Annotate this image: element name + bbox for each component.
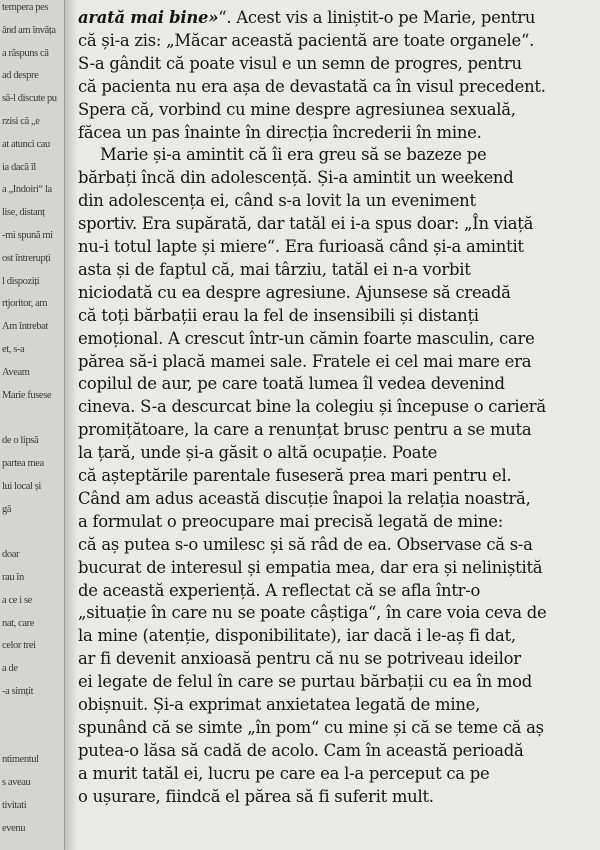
text-line: obișnuit. Și-a exprimat anxietatea legată de mine, [78, 695, 481, 714]
book-page [78, 0, 600, 850]
text-line: că aș putea s-o umilesc și să râd de ea. Observase că s-a [78, 534, 533, 554]
margin-fragment: tivitati [2, 800, 27, 811]
text-line: că așteptările parentale fuseseră prea mari pentru el. [78, 466, 512, 485]
margin-fragment: at atunci cau [2, 138, 50, 150]
margin-fragment: a de [2, 663, 18, 675]
text-line: putea-o lăsa să cadă de acolo. Cam în această perioadă [78, 740, 524, 760]
margin-fragment: s aveau [2, 777, 31, 789]
text-line: bucurat de interesul și empatia mea, dar era și neliniștită [78, 557, 543, 577]
margin-fragment: ia dacă îl [2, 161, 36, 173]
text-line: nu-i totul lapte și miere“. Era furioasă când și-a amintit [78, 237, 524, 256]
text-line: asta și de faptul că, mai târziu, tatăl ei n-a vorbit [78, 259, 471, 279]
text-line: sportiv. Era supărată, dar tatăl ei i-a spus doar: „În viață [78, 214, 534, 234]
margin-fragment: Marie fusese [2, 389, 52, 401]
margin-fragment: rzisi că „e [2, 116, 40, 127]
margin-fragment: de o lipsă [2, 435, 39, 447]
margin-fragment: Aveam [2, 366, 30, 378]
text-line: Când am adus această discuție înapoi la relația noastră, [78, 488, 531, 508]
margin-fragment: partea mea [2, 458, 44, 469]
margin-fragment: evenu [2, 822, 26, 834]
text-line: din adolescența ei, când s-a lovit la un eveniment [78, 191, 476, 211]
margin-fragment: lui local și [2, 480, 41, 492]
text-line: ar fi devenit anxioasă pentru că nu se potriveau ideilor [78, 649, 521, 669]
text-line: ei legate de felul în care se purtau bărbații cu ea în mod [78, 672, 532, 692]
margin-fragment: et, s-a [2, 344, 25, 355]
line-rest: “. Acest vis a liniștit-o pe Marie, pentru [218, 8, 536, 27]
margin-fragment: tempera pes [2, 2, 49, 13]
margin-fragment: -mi spună mi [2, 230, 53, 241]
margin-fragment: -a simțit [2, 686, 34, 697]
text-line: Marie și-a amintit că îi era greu să se bazeze pe [100, 145, 487, 165]
text-line: „situație în care nu se poate câștiga“, în care voia ceva de [78, 603, 547, 623]
text-line: Spera că, vorbind cu mine despre agresiunea sexuală, [78, 99, 516, 119]
text-line [78, 8, 535, 28]
margin-fragment: ntimentul [2, 754, 39, 766]
text-line: de această experiență. A reflectat că se afla într-o [78, 580, 481, 600]
book-gutter-shadow [64, 0, 78, 850]
margin-fragment: lise, distanț [2, 207, 45, 219]
margin-fragment: să-l discute pu [2, 93, 57, 105]
margin-fragment: a ce i se [2, 594, 32, 606]
text-line: că toți bărbații erau la fel de insensibili și distanți [78, 305, 479, 325]
text-line: niciodată cu ea despre agresiune. Ajunsese să creadă [78, 282, 511, 302]
text-line: a formulat o preocupare mai precisă legată de mine: [78, 511, 503, 531]
margin-fragment: nat, care [2, 617, 34, 629]
text-line: cineva. S-a descurcat bine la colegiu și începuse o carieră [78, 397, 546, 417]
italic-quote-fragment: arată mai bine» [78, 8, 219, 27]
text-line: că pacienta nu era așa de devastată ca în visul precedent. [78, 76, 546, 96]
margin-fragment: Am întrebat [2, 321, 49, 333]
text-line: o ușurare, fiindcă el părea să fi suferit mult. [78, 786, 434, 806]
text-line: făcea un pas înainte în direcția încrederii în mine. [78, 122, 482, 142]
margin-fragment: a „Indoiri“ la [2, 184, 52, 196]
text-line: a murit tatăl ei, lucru pe care ea l-a perceput ca pe [78, 763, 490, 783]
margin-fragment: celor trei [2, 640, 36, 652]
text-line: spunând că se simte „în pom“ cu mine și că se teme că aș [78, 717, 544, 737]
text-line: S-a gândit că poate visul e un semn de progres, pentru [78, 53, 522, 73]
margin-fragment: doar [2, 549, 20, 561]
margin-fragment: ost întrerupți [2, 252, 51, 264]
margin-fragment: ad despre [2, 70, 39, 82]
margin-fragment: rau în [2, 572, 24, 583]
text-line: emoțional. A crescut într-un cămin foarte masculin, care [78, 328, 535, 348]
text-line: copilul de aur, pe care toată lumea îl vedea devenind [78, 374, 505, 394]
text-line: bărbați încă din adolescență. Și-a amintit un weekend [78, 168, 514, 188]
text-line: părea să-i placă mamei sale. Fratele ei cel mai mare era [78, 351, 532, 371]
margin-fragment: rtjoritor, am [2, 298, 48, 310]
text-line: la țară, unde și-a găsit o altă ocupație. Poate [78, 443, 438, 463]
margin-fragment: gă [2, 503, 12, 515]
margin-fragment: l dispoziți [2, 275, 40, 287]
margin-fragment: a răspuns că [2, 47, 49, 59]
text-line: că și-a zis: „Măcar această pacientă are toate organele“. [78, 30, 535, 50]
text-line: promițătoare, la care a renunțat brusc pentru a se muta [78, 420, 532, 440]
margin-fragment: ând am învăța [2, 24, 56, 36]
text-line: la mine (atenție, disponibilitate), iar dacă i le-aș fi dat, [78, 626, 516, 646]
previous-page-margin [0, 0, 65, 850]
